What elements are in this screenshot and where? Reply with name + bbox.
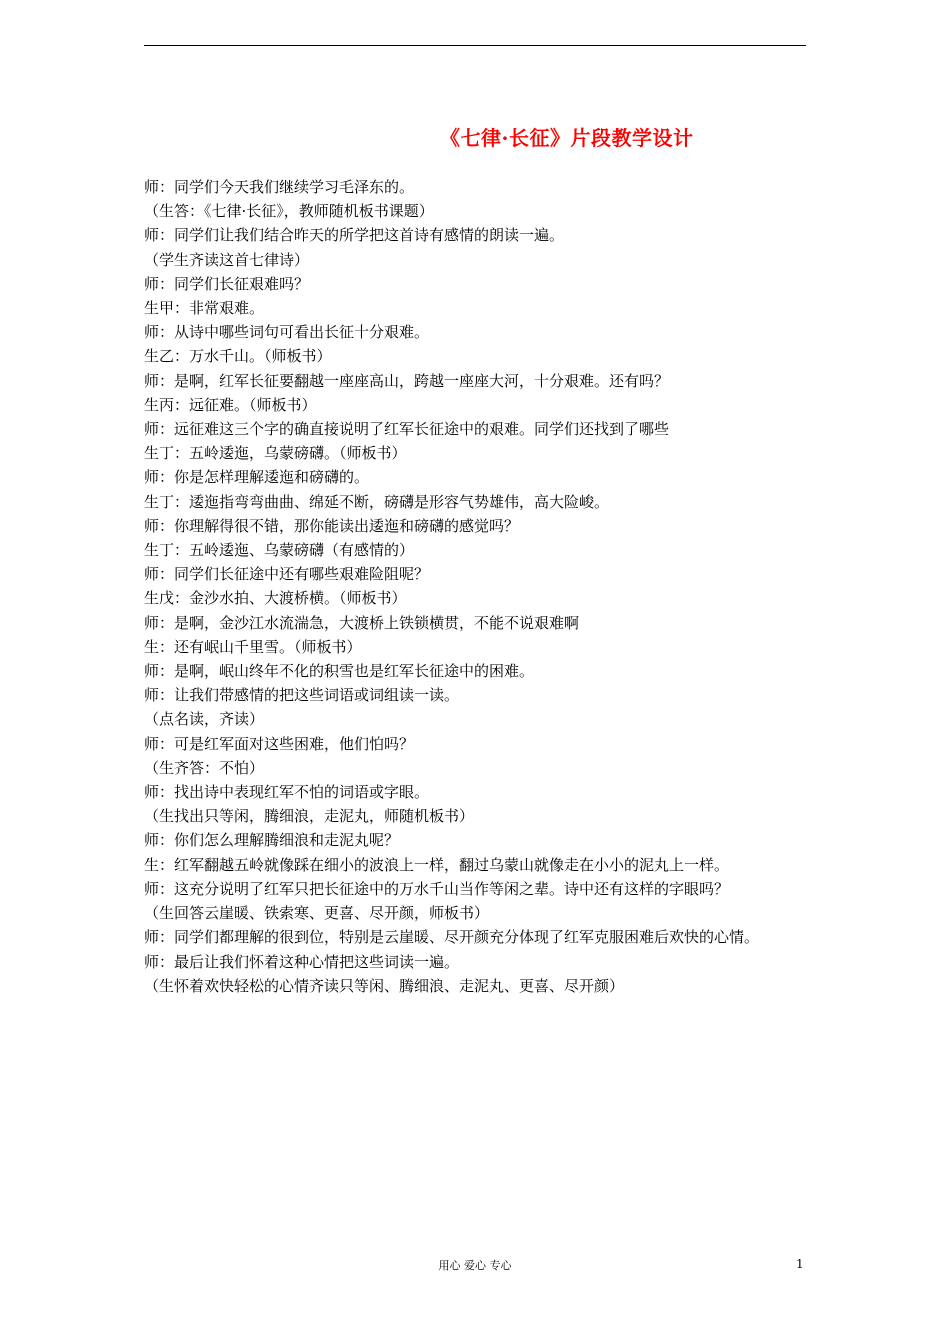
paragraph: 生丁：逶迤指弯弯曲曲、绵延不断，磅礴是形容气势雄伟，高大险峻。 xyxy=(144,492,610,511)
paragraph: 师：你们怎么理解腾细浪和走泥丸呢？ xyxy=(144,831,400,850)
paragraph: 师：是啊，岷山终年不化的积雪也是红军长征途中的困难。 xyxy=(144,662,535,681)
paragraph: 师：可是红军面对这些困难，他们怕吗？ xyxy=(144,734,415,753)
paragraph: 师：同学们长征途中还有哪些艰难险阻呢？ xyxy=(144,565,430,584)
paragraph: （生齐答：不怕） xyxy=(144,758,265,777)
paragraph: 师：找出诗中表现红军不怕的词语或字眼。 xyxy=(144,783,430,802)
paragraph: 师：同学们让我们结合昨天的所学把这首诗有感情的朗读一遍。 xyxy=(144,226,565,245)
paragraph: （点名读，齐读） xyxy=(144,710,265,729)
paragraph: 生乙：万水千山。（师板书） xyxy=(144,347,332,366)
paragraph: 师：是啊，红军长征要翻越一座座高山，跨越一座座大河，十分艰难。还有吗？ xyxy=(144,371,670,390)
paragraph: （生回答云崖暖、铁索寒、更喜、尽开颜，师板书） xyxy=(144,904,490,923)
paragraph: 生：还有岷山千里雪。（师板书） xyxy=(144,637,362,656)
paragraph: （生怀着欢快轻松的心情齐读只等闲、腾细浪、走泥丸、更喜、尽开颜） xyxy=(144,976,625,995)
paragraph: 师：同学们都理解的很到位，特别是云崖暖、尽开颜充分体现了红军克服困难后欢快的心情。 xyxy=(144,928,760,947)
paragraph: （学生齐读这首七律诗） xyxy=(144,250,310,269)
paragraph: 师：从诗中哪些词句可看出长征十分艰难。 xyxy=(144,323,430,342)
paragraph: 师：远征难这三个字的确直接说明了红军长征途中的艰难。同学们还找到了哪些 xyxy=(144,420,670,439)
paragraph: 师：同学们今天我们继续学习毛泽东的。 xyxy=(144,178,415,196)
paragraph: 生戊：金沙水拍、大渡桥横。（师板书） xyxy=(144,589,407,608)
header-rule xyxy=(144,45,806,46)
paragraph: 师：你是怎样理解逶迤和磅礴的。 xyxy=(144,468,370,487)
paragraph: 师：最后让我们怀着这种心情把这些词读一遍。 xyxy=(144,952,460,971)
page-number: 1 xyxy=(796,1257,804,1271)
paragraph: 师：是啊，金沙江水流湍急，大渡桥上铁锁横贯，不能不说艰难啊 xyxy=(144,613,580,632)
paragraph: 生：红军翻越五岭就像踩在细小的波浪上一样，翻过乌蒙山就像走在小小的泥丸上一样。 xyxy=(144,855,730,874)
paragraph: 师：让我们带感情的把这些词语或词组读一读。 xyxy=(144,686,460,705)
paragraph: 生甲：非常艰难。 xyxy=(144,299,265,318)
paragraph: （生找出只等闲，腾细浪，走泥丸，师随机板书） xyxy=(144,807,475,826)
paragraph: 师：同学们长征艰难吗？ xyxy=(144,274,310,293)
document-body xyxy=(144,175,806,998)
paragraph: 生丁：五岭逶迤、乌蒙磅礴（有感情的） xyxy=(144,541,415,560)
paragraph: 生丙：远征难。（师板书） xyxy=(144,395,317,414)
paragraph: （生答：《七律·长征》，教师随机板书课题） xyxy=(144,202,434,221)
paragraph: 师：你理解得很不错，那你能读出逶迤和磅礴的感觉吗？ xyxy=(144,516,520,535)
footer-slogan: 用心 爱心 专心 xyxy=(438,1259,512,1272)
paragraph: 生丁：五岭逶迤，乌蒙磅礴。（师板书） xyxy=(144,444,407,463)
paragraph: 师：这充分说明了红军只把长征途中的万水千山当作等闲之辈。诗中还有这样的字眼吗？ xyxy=(144,879,730,898)
document-title: 《七律·长征》片段教学设计 xyxy=(440,126,694,150)
